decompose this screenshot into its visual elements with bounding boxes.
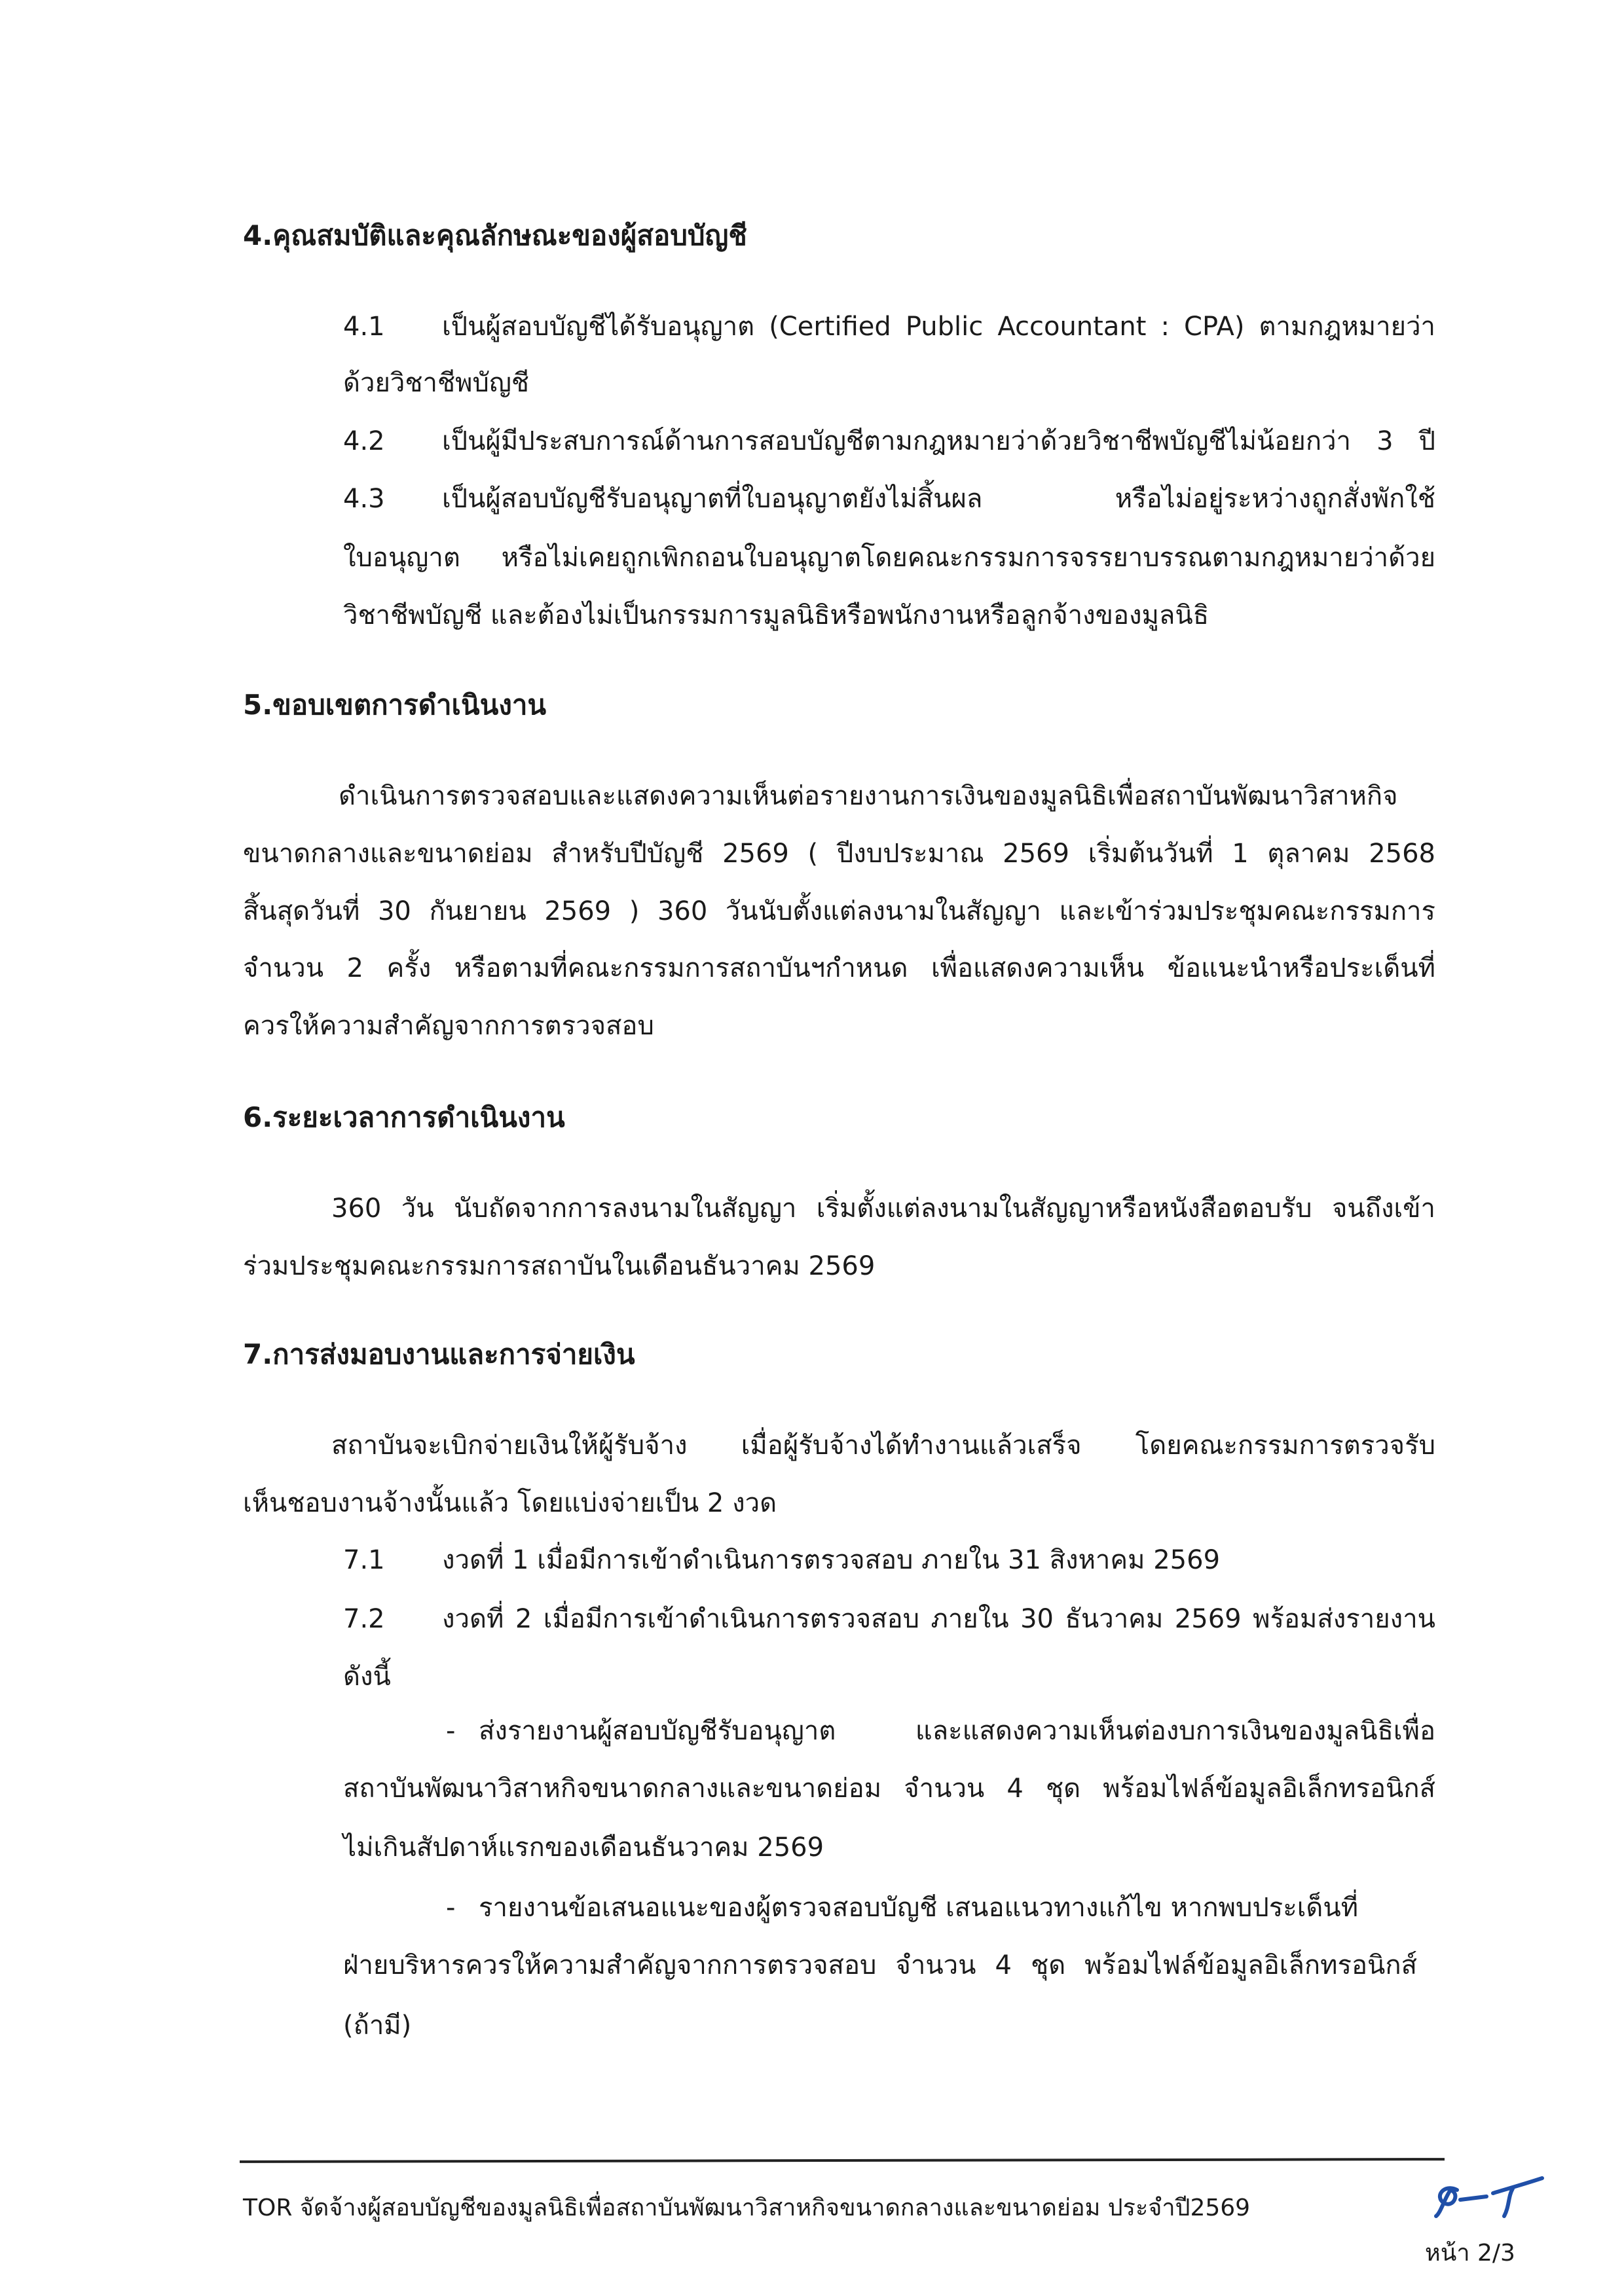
paragraph-line: 360 วัน นับถัดจากการลงนามในสัญญา เริ่มตั้งแต่ลงนามในสัญญาหรือหนังสือตอบรับ จนถึงเข้า [331,1194,1435,1224]
bullet-text: (ถ้ามี) [343,2011,412,2041]
item-text: ด้วยวิชาชีพบัญชี [343,368,530,398]
section-7-heading: 7.การส่งมอบงานและการจ่ายเงิน [243,1338,635,1370]
paragraph-line: จำนวน 2 ครั้ง หรือตามที่คณะกรรมการสถาบันฯกำหนด เพื่อแสดงความเห็น ข้อแนะนำหรือประเด็นที่ [243,953,1435,983]
item-number: 7.1 [343,1545,385,1575]
section-6-heading: 6.ระยะเวลาการดำเนินงาน [243,1101,565,1133]
bullet-text: รายงานข้อเสนอแนะของผู้ตรวจสอบบัญชี เสนอแนวทางแก้ไข หากพบประเด็นที่ [479,1893,1359,1923]
footer-divider [240,2158,1445,2163]
item-number: 4.3 [343,484,385,514]
item-number: 4.2 [343,426,385,456]
item-text: ดังนี้ [343,1662,391,1692]
paragraph-line: สถาบันจะเบิกจ่ายเงินให้ผู้รับจ้าง เมื่อผู้รับจ้างได้ทำงานแล้วเสร็จ โดยคณะกรรมการตรวจรับ [331,1430,1435,1461]
bullet-text: ส่งรายงานผู้สอบบัญชีรับอนุญาต และแสดงความเห็นต่องบการเงินของมูลนิธิเพื่อ [479,1716,1435,1746]
paragraph-line: ขนาดกลางและขนาดย่อม สำหรับปีบัญชี 2569 ( ปีงบประมาณ 2569 เริ่มต้นวันที่ 1 ตุลาคม 2568 [243,839,1435,869]
item-text: งวดที่ 1 เมื่อมีการเข้าดำเนินการตรวจสอบ ภายใน 31 สิงหาคม 2569 [442,1545,1221,1575]
paragraph-line: สิ้นสุดวันที่ 30 กันยายน 2569 ) 360 วันนับตั้งแต่ลงนามในสัญญา และเข้าร่วมประชุมคณะกรรมการ [243,896,1435,926]
bullet-dash: - [446,1716,456,1746]
item-text: เป็นผู้สอบบัญชีรับอนุญาตที่ใบอนุญาตยังไม่สิ้นผล หรือไม่อยู่ระหว่างถูกสั่งพักใช้ [442,484,1435,514]
item-text: เป็นผู้มีประสบการณ์ด้านการสอบบัญชีตามกฎหมายว่าด้วยวิชาชีพบัญชีไม่น้อยกว่า 3 ปี [442,426,1435,456]
item-number: 4.1 [343,312,385,342]
paragraph-line: ร่วมประชุมคณะกรรมการสถาบันในเดือนธันวาคม 2569 [243,1251,876,1281]
paragraph-line: ดำเนินการตรวจสอบและแสดงความเห็นต่อรายงานการเงินของมูลนิธิเพื่อสถาบันพัฒนาวิสาหกิจ [339,781,1398,811]
item-text: งวดที่ 2 เมื่อมีการเข้าดำเนินการตรวจสอบ ภายใน 30 ธันวาคม 2569 พร้อมส่งรายงาน [442,1604,1435,1634]
item-text: วิชาชีพบัญชี และต้องไม่เป็นกรรมการมูลนิธิหรือพนักงานหรือลูกจ้างของมูลนิธิ [343,600,1209,630]
bullet-text: ฝ่ายบริหารควรให้ความสำคัญจากการตรวจสอบ จำนวน 4 ชุด พร้อมไฟล์ข้อมูลอิเล็กทรอนิกส์ [343,1950,1417,1980]
bullet-dash: - [446,1893,456,1923]
section-5-heading: 5.ขอบเขตการดำเนินงาน [243,689,547,721]
page-number: หน้า 2/3 [1425,2240,1515,2267]
section-4-heading: 4.คุณสมบัติและคุณลักษณะของผู้สอบบัญชี [243,219,747,251]
paragraph-line: ควรให้ความสำคัญจากการตรวจสอบ [243,1011,654,1041]
signature-icon [1431,2170,1562,2223]
paragraph-line: เห็นชอบงานจ้างนั้นแล้ว โดยแบ่งจ่ายเป็น 2 งวด [243,1488,777,1518]
bullet-text: ไม่เกินสัปดาห์แรกของเดือนธันวาคม 2569 [343,1832,824,1863]
item-number: 7.2 [343,1604,385,1634]
item-text: ใบอนุญาต หรือไม่เคยถูกเพิกถอนใบอนุญาตโดยคณะกรรมการจรรยาบรรณตามกฎหมายว่าด้วย [343,543,1435,573]
item-text: เป็นผู้สอบบัญชีได้รับอนุญาต (Certified Public Accountant : CPA) ตามกฎหมายว่า [442,312,1435,342]
footer-title: TOR จัดจ้างผู้สอบบัญชีของมูลนิธิเพื่อสถาบันพัฒนาวิสาหกิจขนาดกลางและขนาดย่อม ประจำปี2569 [243,2195,1251,2221]
bullet-text: สถาบันพัฒนาวิสาหกิจขนาดกลางและขนาดย่อม จำนวน 4 ชุด พร้อมไฟล์ข้อมูลอิเล็กทรอนิกส์ [343,1774,1435,1804]
